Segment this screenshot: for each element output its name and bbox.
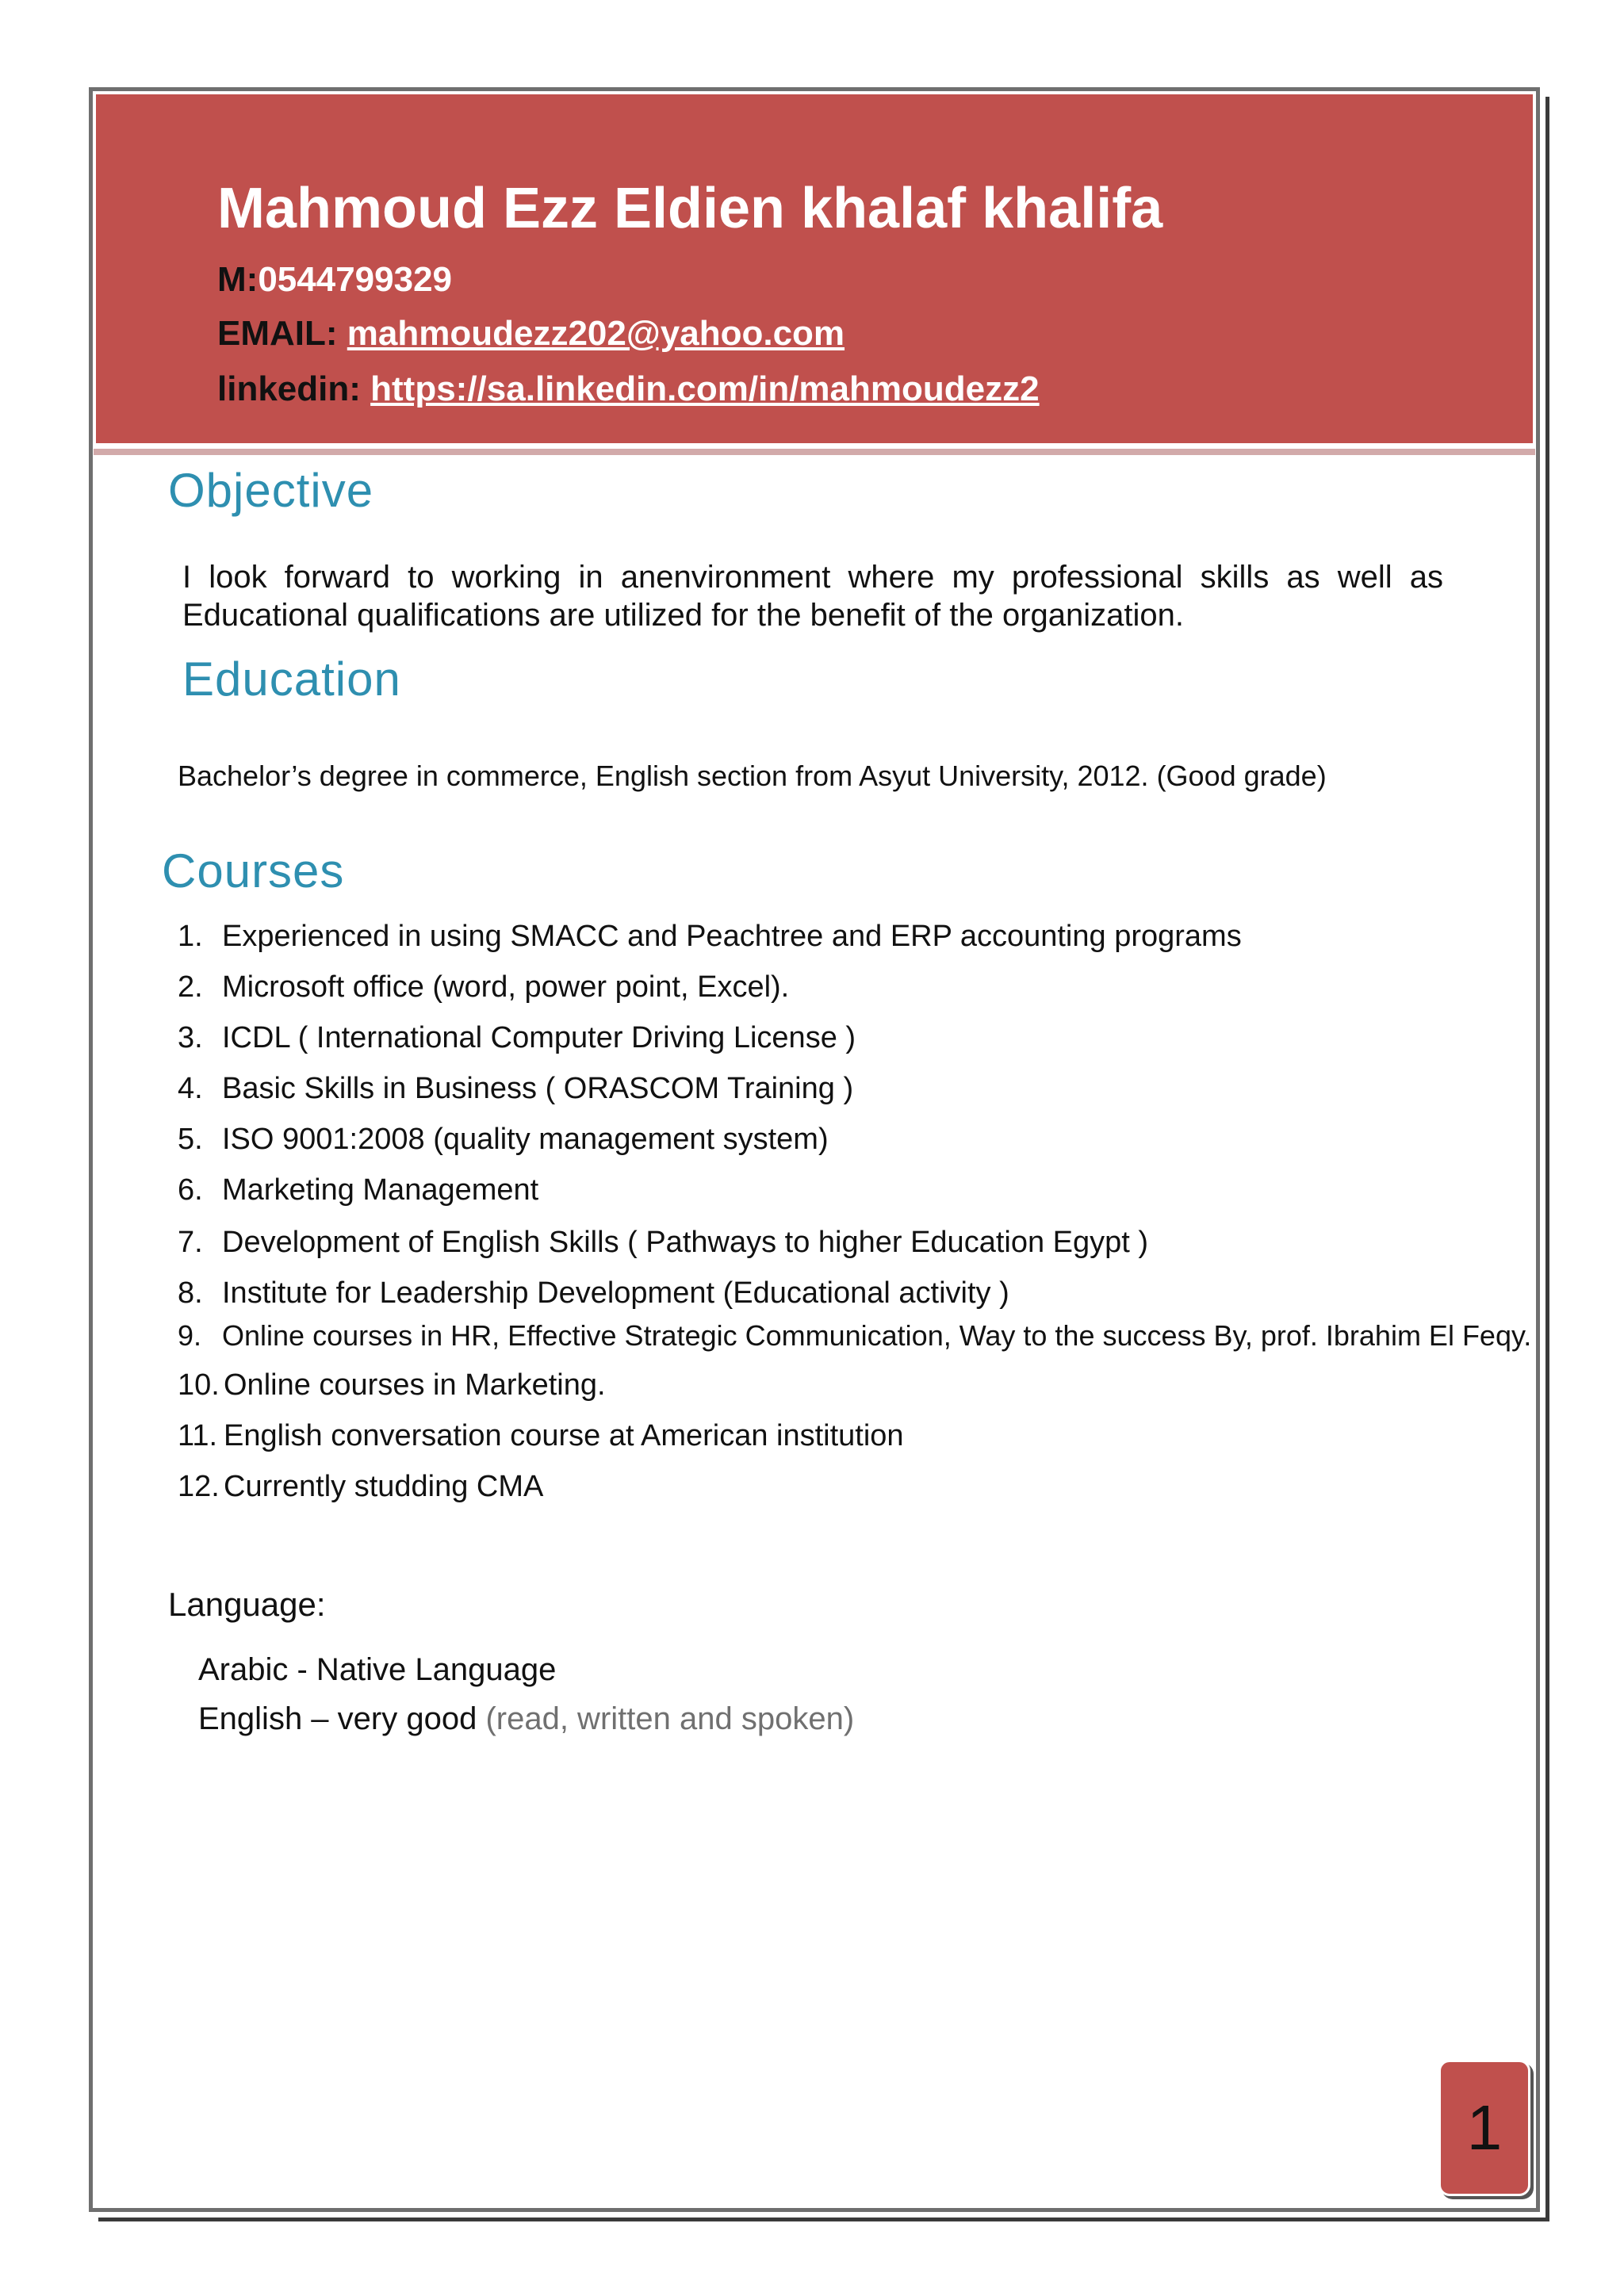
page-number-badge: 1 [1438,2060,1530,2196]
list-item: 12. Currently studding CMA [178,1470,544,1503]
language-english-level: English – very good [198,1701,477,1736]
list-item: 1. Experienced in using SMACC and Peachtree and ERP accounting programs [178,920,1242,953]
language-arabic: Arabic - Native Language [198,1652,557,1687]
list-item: 10. Online courses in Marketing. [178,1368,606,1402]
email-link[interactable]: mahmoudezz202@yahoo.com [347,314,845,353]
education-text: Bachelor’s degree in commerce, English section from Asyut University, 2012. (Good grade) [178,760,1327,792]
list-item: 6. Marketing Management [178,1173,539,1207]
linkedin-link[interactable]: https://sa.linkedin.com/in/mahmoudezz2 [370,369,1040,408]
list-item: 9. Online courses in HR, Effective Strategic Communication, Way to the success By, prof. Ibrahim El Feqy. [178,1319,1532,1352]
courses-heading: Courses [162,844,345,897]
language-english [198,1701,854,1737]
language-english-note: (read, written and spoken) [485,1701,855,1736]
header-divider [94,449,1535,455]
mobile-label: M: [217,260,259,299]
candidate-name: Mahmoud Ezz Eldien khalaf khalifa [217,177,1163,240]
linkedin-label: linkedin: [217,369,361,408]
list-item: 4. Basic Skills in Business ( ORASCOM Training ) [178,1072,854,1105]
education-heading: Education [182,652,401,706]
mobile-line [217,260,452,300]
objective-heading: Objective [168,464,374,517]
list-item: 7. Development of English Skills ( Pathways to higher Education Egypt ) [178,1226,1149,1259]
objective-text: I look forward to working in anenvironment where my professional skills as well as Educational qualifications are utilized for the benefit of the organization. [182,560,1443,633]
list-item: 8. Institute for Leadership Development (Educational activity ) [178,1276,1009,1310]
list-item: 5. ISO 9001:2008 (quality management system) [178,1123,829,1156]
list-item: 2. Microsoft office (word, power point, Excel). [178,970,790,1004]
email-line [217,314,845,354]
list-item: 11. English conversation course at American institution [178,1419,904,1452]
mobile-value: 0544799329 [258,260,453,299]
language-heading: Language: [168,1586,326,1623]
linkedin-line [217,369,1040,409]
list-item: 3. ICDL ( International Computer Driving License ) [178,1021,856,1054]
email-label: EMAIL: [217,314,338,353]
